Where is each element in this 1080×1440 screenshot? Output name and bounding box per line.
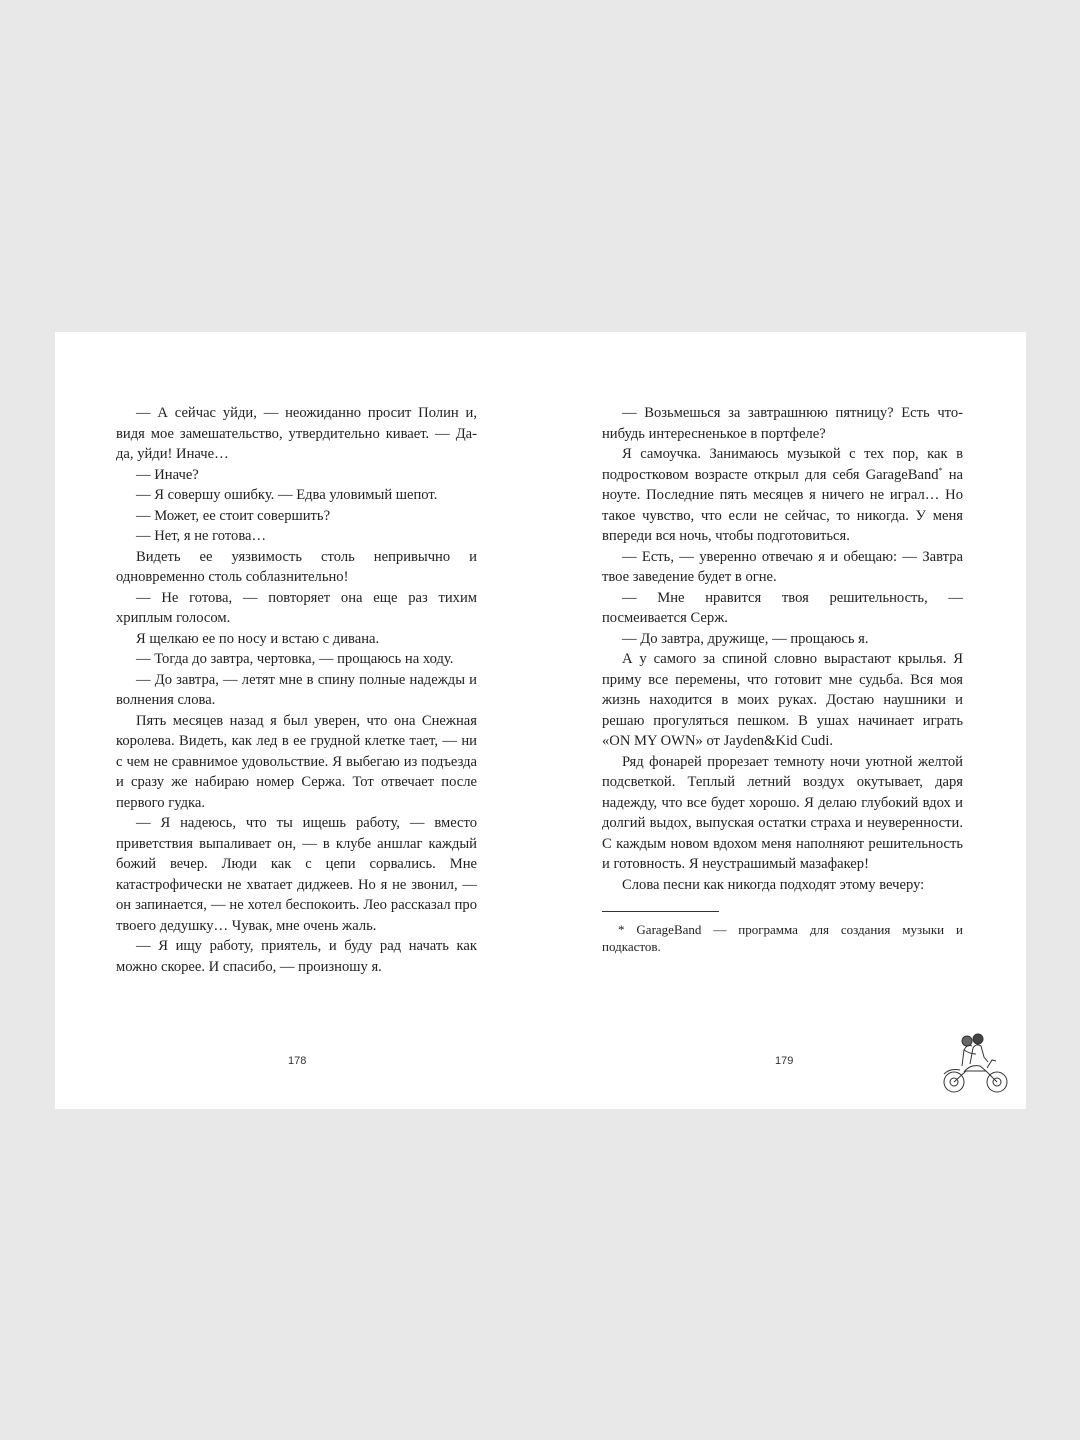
left-paragraph: — Может, ее стоит совершить?: [136, 507, 331, 524]
left-page: [116, 403, 477, 977]
text-after-footnote: на ноуте. Последние пять месяцев я ничего не играл… Но такое чувство, что если не сейчас, то никогда. У меня впереди вся ночь, чтобы подготовиться.: [602, 466, 963, 544]
book-spread: [55, 332, 1026, 1109]
right-paragraph: — До завтра, дружище, — прощаюсь я.: [622, 630, 869, 647]
left-paragraph: Я щелкаю ее по носу и встаю с дивана.: [136, 630, 380, 647]
left-paragraph: Пять месяцев назад я был уверен, что она Снежная королева. Видеть, как лед в ее грудной клетке тает, — ни с чем не сравнимое удовольствие. Я выбегаю из подъезда и сразу же набираю номер Сержа. Тот отвечает после первого гудка.: [116, 712, 477, 811]
right-paragraph: — Есть, — уверенно отвечаю я и обещаю: — Завтра твое заведение будет в огне.: [602, 548, 963, 585]
right-paragraph: — Возьмешься за завтрашнюю пятницу? Есть что-нибудь интересненькое в портфеле?: [602, 405, 963, 442]
left-paragraph: — Нет, я не готова…: [136, 528, 267, 544]
left-paragraph: — А сейчас уйди, — неожиданно просит Полин и, видя мое замешательство, утвердительно кивает. — Да-да, уйди! Иначе…: [116, 405, 477, 462]
left-paragraph: — До завтра, — летят мне в спину полные надежды и волнения слова.: [116, 671, 477, 708]
right-paragraph: А у самого за спиной словно вырастают крылья. Я приму все перемены, что готовит мне судьба. Вся моя жизнь находится в моих руках. Достаю наушники и решаю прогуляться пешком. В ушах начинает играть «ON MY OWN» от Jayden&Kid Cudi.: [602, 651, 963, 749]
left-paragraph: — Иначе?: [136, 466, 199, 483]
right-paragraph: Слова песни как никогда подходят этому вечеру:: [622, 876, 925, 893]
footnote-rule: [602, 911, 719, 912]
left-paragraph: — Не готова, — повторяет она еще раз тихим хриплым голосом.: [116, 589, 477, 626]
right-page: [602, 403, 963, 955]
motorcycle-couple-icon: [940, 1024, 1010, 1096]
right-paragraph: — Мне нравится твоя решительность, — посмеивается Серж.: [602, 589, 963, 626]
text-before-footnote: Я самоучка. Занимаюсь музыкой с тех пор, как в подростковом возрасте открыл для себя GarageBand: [602, 446, 963, 483]
left-paragraph: — Я совершу ошибку. — Едва уловимый шепот.: [136, 487, 438, 503]
left-page-number: 178: [288, 1055, 307, 1067]
left-paragraph: — Я надеюсь, что ты ищешь работу, — вместо приветствия выпаливает он, — в клубе аншлаг каждый божий вечер. Люди как с цепи сорвались. Мне катастрофически не хватает диджеев. Но я не звонил, — он запинается, — не хотел беспокоить. Лео рассказал про твоего дедушку… Чувак, мне очень жаль.: [116, 815, 477, 934]
left-paragraph: Видеть ее уязвимость столь непривычно и одновременно столь соблазнительно!: [116, 548, 477, 585]
footnote-marker: *: [938, 465, 943, 475]
right-paragraph: Ряд фонарей прорезает темноту ночи уютной желтой подсветкой. Теплый летний воздух окутывает, даря надежду, что все будет хорошо. Я делаю глубокий вдох и долгий выдох, выпуская остатки страха и неуверенности. С каждым новом вдохом меня наполняют решительность и готовность. Я неустрашимый мазафакер!: [602, 753, 963, 872]
footnote-text: * GarageBand — программа для создания музыки и подкастов.: [602, 922, 963, 954]
left-paragraph: — Тогда до завтра, чертовка, — прощаюсь на ходу.: [136, 651, 454, 667]
left-paragraph: — Я ищу работу, приятель, и буду рад начать как можно скорее. И спасибо, — произношу я.: [116, 938, 477, 975]
footnote: [602, 921, 963, 955]
right-paragraph-footnoted: [602, 444, 963, 547]
right-page-number: 179: [775, 1055, 794, 1067]
